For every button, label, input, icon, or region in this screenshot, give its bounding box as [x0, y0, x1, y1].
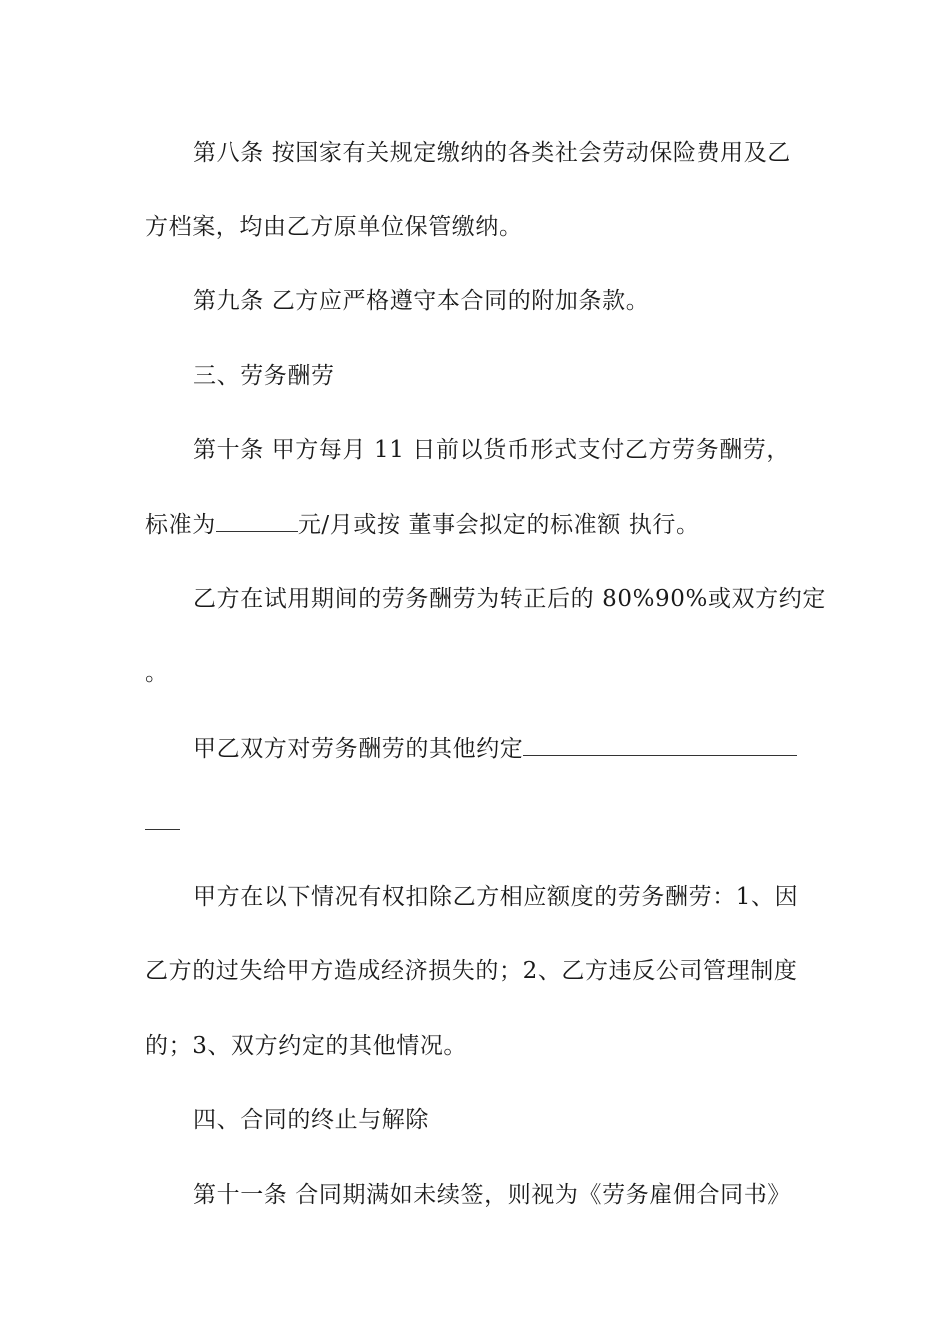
- section-heading-3: 三、劳务酬劳: [193, 363, 335, 389]
- paragraph-probation-line-2: 。: [145, 660, 169, 686]
- paragraph-article-10-line-2: [145, 509, 810, 540]
- paragraph-article-9: 第九条 乙方应严格遵守本合同的附加条款。: [193, 288, 650, 314]
- paragraph-article-10-line-1: 第十条 甲方每月 11 日前以货币形式支付乙方劳务酬劳，: [193, 437, 790, 463]
- standard-suffix: 元/月或按 董事会拟定的标准额 执行。: [297, 512, 700, 538]
- fill-in-blank-amount: [216, 509, 298, 532]
- standard-label: 标准为: [145, 512, 216, 538]
- paragraph-other-agreement: [193, 733, 810, 764]
- paragraph-article-8-line-2: 方档案，均由乙方原单位保管缴纳。: [145, 214, 523, 240]
- paragraph-article-8-line-1: 第八条 按国家有关规定缴纳的各类社会劳动保险费用及乙: [193, 140, 791, 166]
- other-agreement-label: 甲乙双方对劳务酬劳的其他约定: [193, 736, 524, 762]
- fill-in-blank-other-agreement: [523, 733, 797, 756]
- paragraph-deduction-line-3: 的；3、双方约定的其他情况。: [145, 1033, 468, 1059]
- paragraph-probation-line-1: 乙方在试用期间的劳务酬劳为转正后的 80%90%或双方约定: [193, 586, 826, 612]
- section-heading-4: 四、合同的终止与解除: [193, 1107, 429, 1133]
- paragraph-deduction-line-2: 乙方的过失给甲方造成经济损失的；2、乙方违反公司管理制度: [145, 958, 798, 984]
- paragraph-other-agreement-continued: [145, 807, 810, 838]
- paragraph-deduction-line-1: 甲方在以下情况有权扣除乙方相应额度的劳务酬劳：1、因: [193, 884, 799, 910]
- fill-in-blank-continued: [145, 807, 180, 830]
- paragraph-article-11-line-1: 第十一条 合同期满如未续签，则视为《劳务雇佣合同书》: [193, 1182, 791, 1208]
